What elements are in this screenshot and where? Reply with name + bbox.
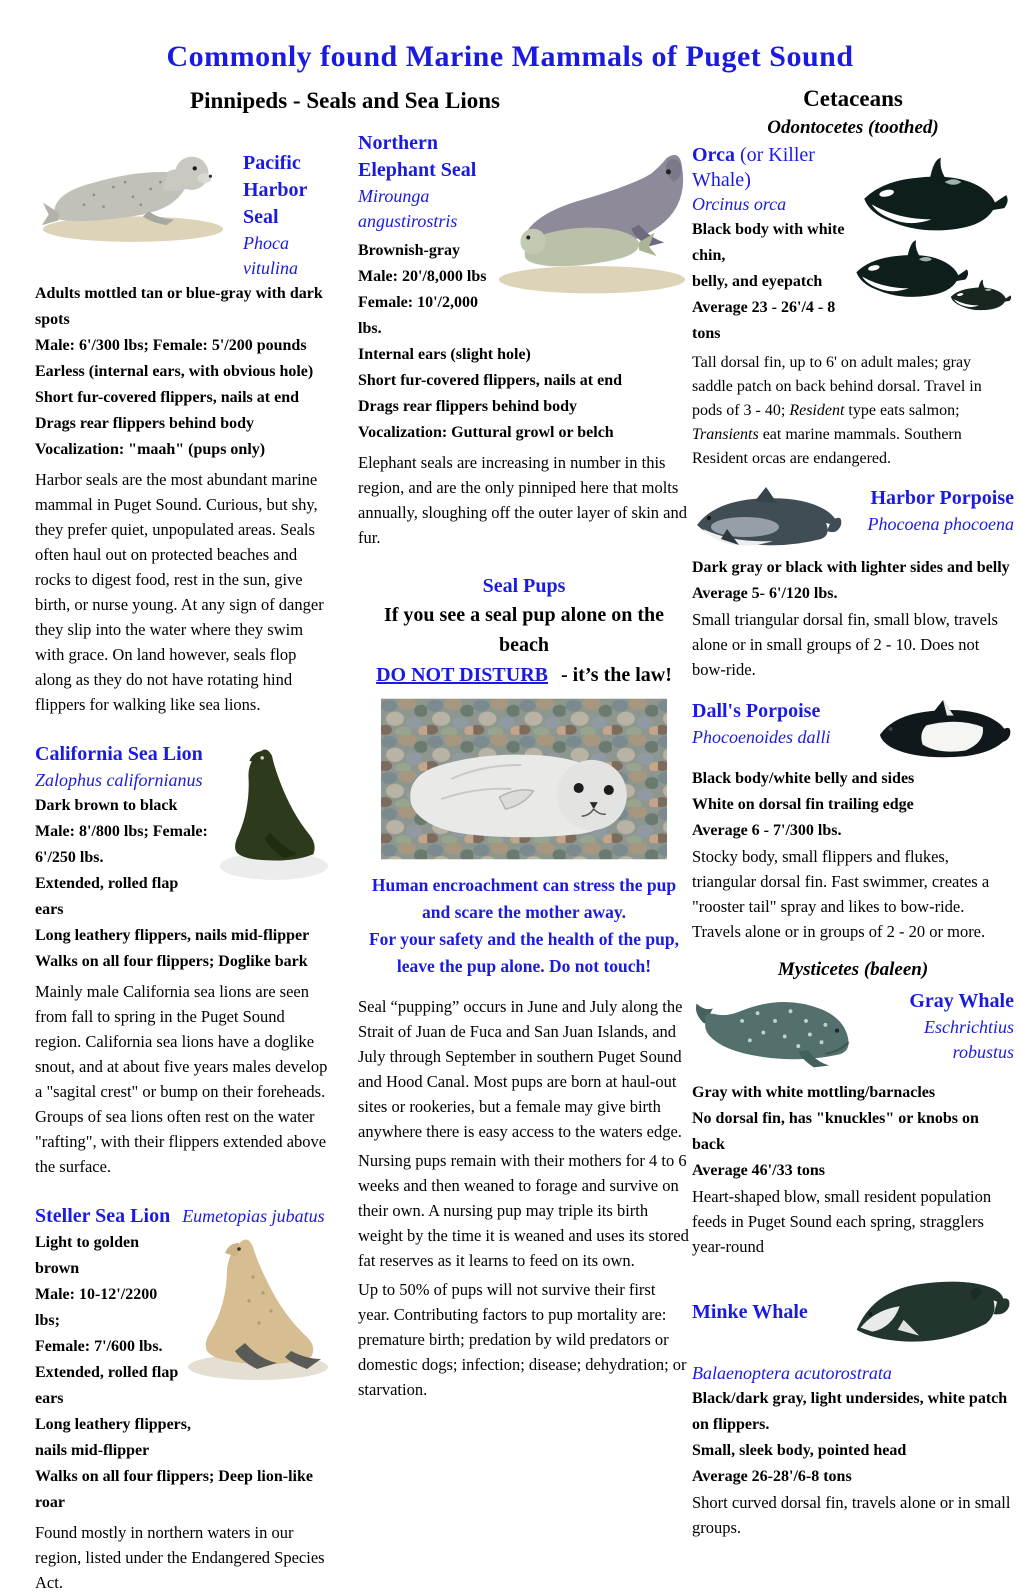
fact-line: Average 6 - 7'/300 lbs. [692,822,842,839]
warning-line: leave the pup alone. Do not touch! [396,956,652,976]
fact-line: No dorsal fin, has "knuckles" or knobs on back [692,1110,979,1153]
fact-line: Vocalization: "maah" (pups only) [35,441,266,458]
steller-sea-lion-description: Found mostly in northern waters in our region, listed under the Endangered Species Act. [35,1523,325,1592]
dalls-porpoise-image [874,698,1014,766]
orca-transients-term: Transients [692,426,759,443]
harbor-seal-latin-name: Phoca vitulina [243,233,298,278]
fact-line: Short fur-covered flippers, nails at end [35,389,299,406]
pup-warning-text [358,872,690,980]
orca-image [856,142,1014,314]
harbor-seal-image [35,128,231,246]
pupping-paragraph-3: Up to 50% of pups will not survive their first year. Contributing factors to pup mortality are: premature birth; predation by wild predators or domestic dogs; infection; disease; dehydration; or starvation. [358,1280,687,1399]
pinnipeds-column [35,128,333,1595]
minke-whale-image [846,1273,1014,1361]
gray-whale-latin-name: Eschrichtius robustus [924,1017,1014,1062]
fact-line: Short fur-covered flippers, nails at end [358,372,622,389]
warning-line: For your safety and the health of the pup, [368,929,679,949]
fact-line: Drags rear flippers behind body [358,398,577,415]
fact-line: Male: 8'/800 lbs; Female: 6'/250 lbs. [35,823,208,866]
page-title: Commonly found Marine Mammals of Puget Sound [166,40,854,73]
seal-pups-law-line [358,660,690,690]
seal-pups-heading: Seal Pups [482,575,566,597]
fact-line: Dark brown to black [35,797,178,814]
gray-whale-description: Heart-shaped blow, small resident population feeds in Puget Sound each spring, stragglers year-round [692,1187,992,1256]
gray-whale-name: Gray Whale [909,990,1014,1012]
harbor-seal-names [231,128,333,281]
minke-whale-description: Short curved dorsal fin, travels alone or in small groups. [692,1493,1011,1537]
fact-line: Extended, rolled flap ears [35,875,179,918]
orca-name-suffix: (or Killer Whale) [692,144,815,191]
orca-desc-text: Tall dorsal fin, up to 6' on adult males; gray saddle patch on back behind dorsal. Travel in pods of 3 - 40; [692,354,982,419]
california-sea-lion-name: California Sea Lion [35,743,203,765]
pinnipeds-section-header: Pinnipeds - Seals and Sea Lions [190,88,500,113]
minke-whale-section [692,1273,1014,1540]
orca-name: Orca [692,144,735,166]
orca-description [692,351,1014,471]
fact-line: Walks on all four flippers; Doglike bark [35,953,308,970]
fact-line: Long leathery flippers, nails mid-flipper [35,927,310,944]
pupping-paragraph-1: Seal “pupping” occurs in June and July along the Strait of Juan de Fuca and San Juan Islands, and July through September in southern Puget Sound and Hood Canal. Most pups are born at haul-out sites or rookeries, but a female may give birth anywhere there is easy access to the waters edge. [358,997,683,1141]
harbor-porpoise-image [692,485,844,555]
fact-line: nails mid-flipper [35,1442,150,1459]
california-sea-lion-description: Mainly male California sea lions are seen from fall to spring in the Puget Sound region. California sea lions have a doglike snout, and at about five years males develop a "sagital crest" or bump on their foreheads. Groups of sea lions often rest on the water "rafting", with their flippers extended above the surface. [35,982,328,1176]
harbor-seal-section [35,128,333,281]
california-sea-lion-section [35,741,333,1179]
harbor-porpoise-section [692,485,1014,682]
law-text: - it’s the law! [561,664,672,686]
fact-line: Average 23 - 26'/4 - 8 tons [692,299,836,342]
dalls-porpoise-latin-name: Phocoenoides dalli [692,727,831,747]
fact-line: Extended, rolled flap ears [35,1364,179,1407]
cetaceans-section-header: Cetaceans [803,86,903,111]
harbor-seal-illustration [35,128,231,246]
fact-line: Internal ears (slight hole) [358,346,531,363]
elephant-seal-description: Elephant seals are increasing in number in this region, and are the only pinniped here that molts annually, sloughing off the outer layer of skin and fur. [358,453,688,547]
fact-line: belly, and eyepatch [692,273,823,290]
warning-line: and scare the mother away. [422,902,626,922]
seal-pups-alert-line: If you see a seal pup alone on the beach [383,604,665,656]
pupping-paragraph-2: Nursing pups remain with their mothers for 4 to 6 weeks and then weaned to forage and survive on their own. A nursing pup may triple its birth weight by the time it is weaned and uses its stored fat reserves as it learns to feed on its own. [358,1151,689,1270]
fact-line: Vocalization: Guttural growl or belch [358,424,614,441]
fact-line: Male: 20'/8,000 lbs [358,268,487,285]
fact-line: Black body with white chin, [692,221,845,264]
steller-sea-lion-latin-name: Eumetopias jubatus [182,1206,325,1226]
seal-pup-photo [381,698,667,860]
steller-sea-lion-section [35,1203,333,1595]
fact-line: Average 46'/33 tons [692,1162,826,1179]
gray-whale-image [692,988,860,1080]
minke-whale-name: Minke Whale [692,1301,808,1323]
fact-line: Black body/white belly and sides [692,770,915,787]
fact-line: Average 5- 6'/120 lbs. [692,585,838,602]
elephant-seal-name: Northern Elephant Seal [358,132,477,181]
do-not-disturb-link[interactable]: DO NOT DISTURB [376,664,548,686]
harbor-seal-name-line2: Harbor Seal [243,179,308,228]
fact-line: Earless (internal ears, with obvious hole) [35,363,314,380]
warning-line: Human encroachment can stress the pup [371,875,677,895]
orca-desc-text: eat marine mammals. Southern Resident orcas are endangered. [692,426,962,467]
dalls-porpoise-name: Dall's Porpoise [692,700,821,722]
fact-line: Small, sleek body, pointed head [692,1442,907,1459]
orca-desc-text: type eats salmon; [844,402,960,419]
harbor-porpoise-description: Small triangular dorsal fin, small blow, travels alone or in small groups of 2 - 10. Does not bow-ride. [692,610,998,679]
gray-whale-section [692,988,1014,1259]
orca-resident-term: Resident [789,402,845,419]
steller-sea-lion-heading [35,1203,333,1230]
minke-whale-latin-name: Balaenoptera acutorostrata [692,1363,892,1383]
california-sea-lion-image [215,741,333,881]
steller-sea-lion-name: Steller Sea Lion [35,1205,171,1227]
dalls-porpoise-section [692,698,1014,944]
steller-sea-lion-image [183,1230,333,1382]
fact-line: Female: 7'/600 lbs. [35,1338,163,1355]
fact-line: Drags rear flippers behind body [35,415,254,432]
fact-line: Male: 6'/300 lbs; Female: 5'/200 pounds [35,337,307,354]
orca-section [692,142,1014,471]
california-sea-lion-latin-name: Zalophus californianus [35,770,203,790]
fact-line: Female: 10'/2,000 lbs. [358,294,478,337]
fact-line: Average 26-28'/6-8 tons [692,1468,852,1485]
elephant-seal-latin-name: Mirounga angustirostris [358,186,458,231]
fact-line: Adults mottled tan or blue-gray with dark spots [35,285,323,328]
fact-line: Gray with white mottling/barnacles [692,1084,936,1101]
fact-line: Male: 10-12'/2200 lbs; [35,1286,158,1329]
odontocetes-subheader: Odontocetes (toothed) [767,117,939,138]
harbor-porpoise-name: Harbor Porpoise [870,487,1014,509]
fact-line: Brownish-gray [358,242,460,259]
fact-line: Long leathery flippers, [35,1416,191,1433]
dalls-porpoise-description: Stocky body, small flippers and flukes, triangular dorsal fin. Fast swimmer, creates a "rooster tail" spray and likes to bow-ride. Travels alone or in groups of 2 - 20 or more. [692,847,990,941]
middle-column [358,130,690,1402]
harbor-porpoise-latin-name: Phocoena phocoena [867,514,1014,534]
fact-line: Walks on all four flippers; Deep lion-like roar [35,1468,313,1511]
harbor-seal-name-line1: Pacific [243,152,301,174]
cetaceans-column [692,84,1014,1540]
elephant-seal-image [494,130,690,298]
elephant-seal-section [358,130,690,550]
fact-line: White on dorsal fin trailing edge [692,796,914,813]
mysticetes-subheader: Mysticetes (baleen) [777,959,929,980]
harbor-seal-facts [35,281,333,463]
orca-latin-name: Orcinus orca [692,194,787,214]
fact-line: Light to golden brown [35,1234,140,1277]
fact-line: Black/dark gray, light undersides, white patch on flippers. [692,1390,1008,1433]
harbor-seal-description: Harbor seals are the most abundant marine mammal in Puget Sound. Curious, but shy, they prefer quiet, unpopulated areas. Seals often haul out on protected beaches and rocks to digest food, rest in the sun, give birth, or nurse young. At any sign of danger they slip into the water where they swim with grace. On land however, seals flop along as they do not have rotating hind flippers for walking like sea lions. [35,470,324,714]
fact-line: Dark gray or black with lighter sides and belly [692,559,1010,576]
seal-pups-section [358,572,690,980]
